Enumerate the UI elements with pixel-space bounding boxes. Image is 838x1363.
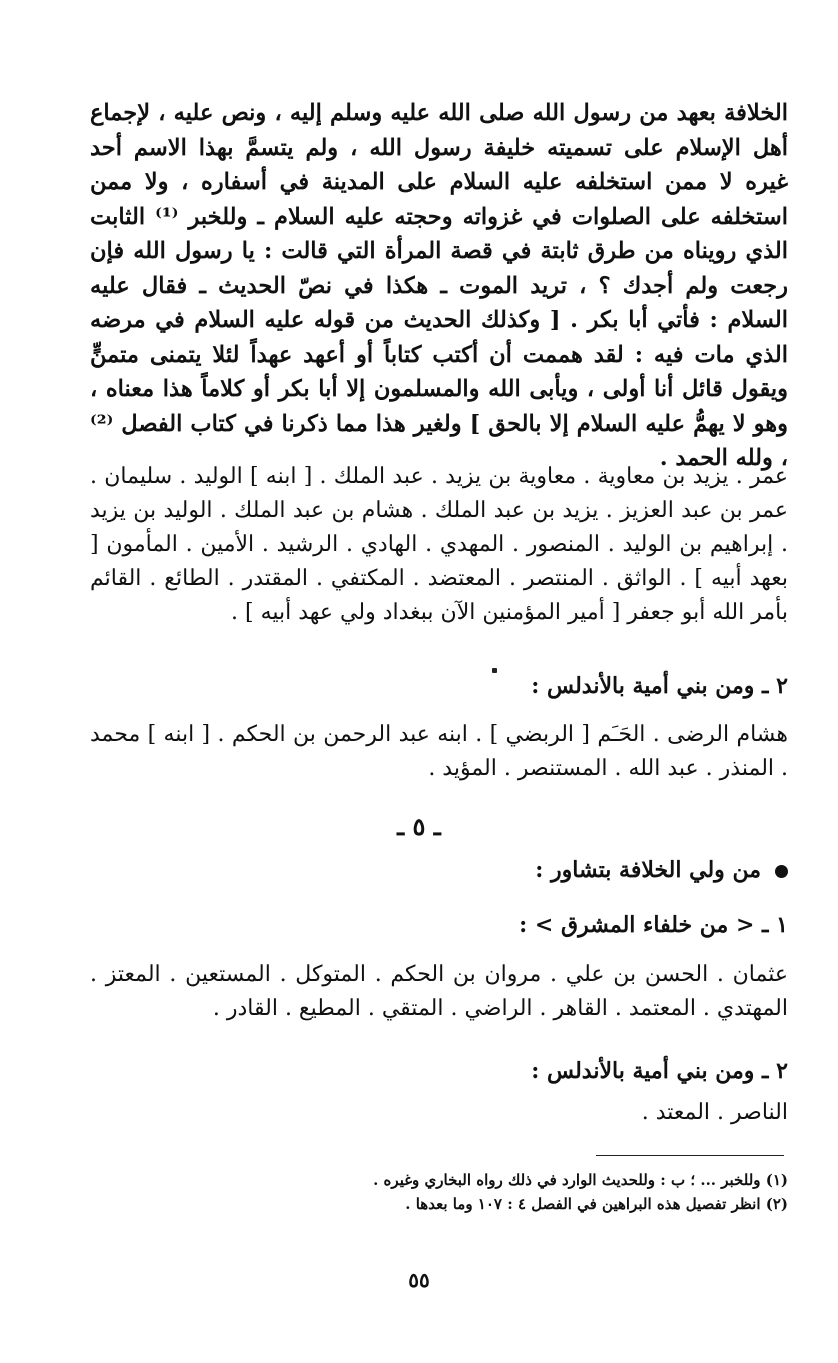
shura-heading-text: من ولي الخلافة بتشاور :	[535, 857, 761, 883]
ink-speck	[492, 668, 497, 673]
andalus-umayyads-heading-1: ٢ ـ ومن بني أمية بالأندلس :	[531, 673, 788, 699]
mashriq-caliphs-heading: ١ ـ < من خلفاء المشرق > :	[519, 912, 788, 938]
andalus-umayyads-heading-2: ٢ ـ ومن بني أمية بالأندلس :	[531, 1058, 788, 1084]
page-number: ٥٥	[408, 1268, 430, 1292]
intro-paragraph: الخلافة بعهد من رسول الله صلى الله عليه وسلم إليه ، ونص عليه ، لإجماع أهل الإسلام على تسميته خليفة رسول الله ، ولم يتسمَّ بهذا الاسم أحد غيره لا ممن استخلفه عليه السلام على المدينة في أسفاره ، ولا ممن استخلفه على الصلوات في غزواته وحجته عليه السلام ـ وللخبر ⁽¹⁾ الثابت الذي رويناه من طرق ثابتة في قصة المرأة التي قالت : يا رسول الله فإن رجعت ولم أجدك ؟ ، تريد الموت ـ هكذا في نصّ الحديث ـ فقال عليه السلام : فأتي أبا بكر . [ وكذلك الحديث من قوله عليه السلام في مرضه الذي مات فيه : لقد هممت أن أكتب كتاباً أو أعهد عهداً لئلا يتمنى متمنٍّ ويقول قائل أنا أولى ، ويأبى الله والمسلمون إلا أبا بكر أو كلاماً هذا معناه ، وهو لا يهمُّ عليه السلام إلا بالحق ] ولغير هذا مما ذكرنا في كتاب الفصل ⁽²⁾ ، ولله الحمد .	[90, 100, 788, 471]
section-number: ـ ٥ ـ	[397, 812, 441, 841]
andalus-caliphs-by-shura-list: الناصر . المعتد .	[641, 1100, 788, 1125]
shura-heading-row	[535, 857, 788, 883]
bullet-icon	[775, 865, 788, 878]
footnote-separator	[596, 1155, 784, 1156]
footnote-1: (١) وللخبر ... ؛ ب : وللحديث الوارد في ذلك رواه البخاري وغيره .	[373, 1171, 788, 1189]
andalus-caliphs-by-decree-list: هشام الرضى . الحَـَم [ الربضي ] . ابنه عبد الرحمن بن الحكم . [ ابنه ] محمد . المنذر . عبد الله . المستنصر . المؤيد .	[90, 722, 788, 781]
mashriq-caliphs-by-shura-list: عثمان . الحسن بن علي . مروان بن الحكم . المتوكل . المستعين . المعتز . المهتدي . المعتمد . القاهر . الراضي . المتقي . المطيع . القادر .	[90, 962, 788, 1021]
mashriq-caliphs-by-decree-list: عمر . يزيد بن معاوية . معاوية بن يزيد . عبد الملك . [ ابنه ] الوليد . سليمان . عمر بن عبد العزيز . يزيد بن عبد الملك . هشام بن عبد الملك . الوليد بن يزيد . إبراهيم بن الوليد . المنصور . المهدي . الهادي . الرشيد . الأمين . المأمون [ بعهد أبيه ] . الواثق . المنتصر . المعتضد . المكتفي . المقتدر . الطائع . القائم بأمر الله أبو جعفر [ أمير المؤمنين الآن ببغداد ولي عهد أبيه ] .	[90, 464, 788, 625]
footnote-2: (٢) انظر تفصيل هذه البراهين في الفصل ٤ : ١٠٧ وما بعدها .	[405, 1195, 788, 1213]
footnotes	[300, 1168, 788, 1216]
